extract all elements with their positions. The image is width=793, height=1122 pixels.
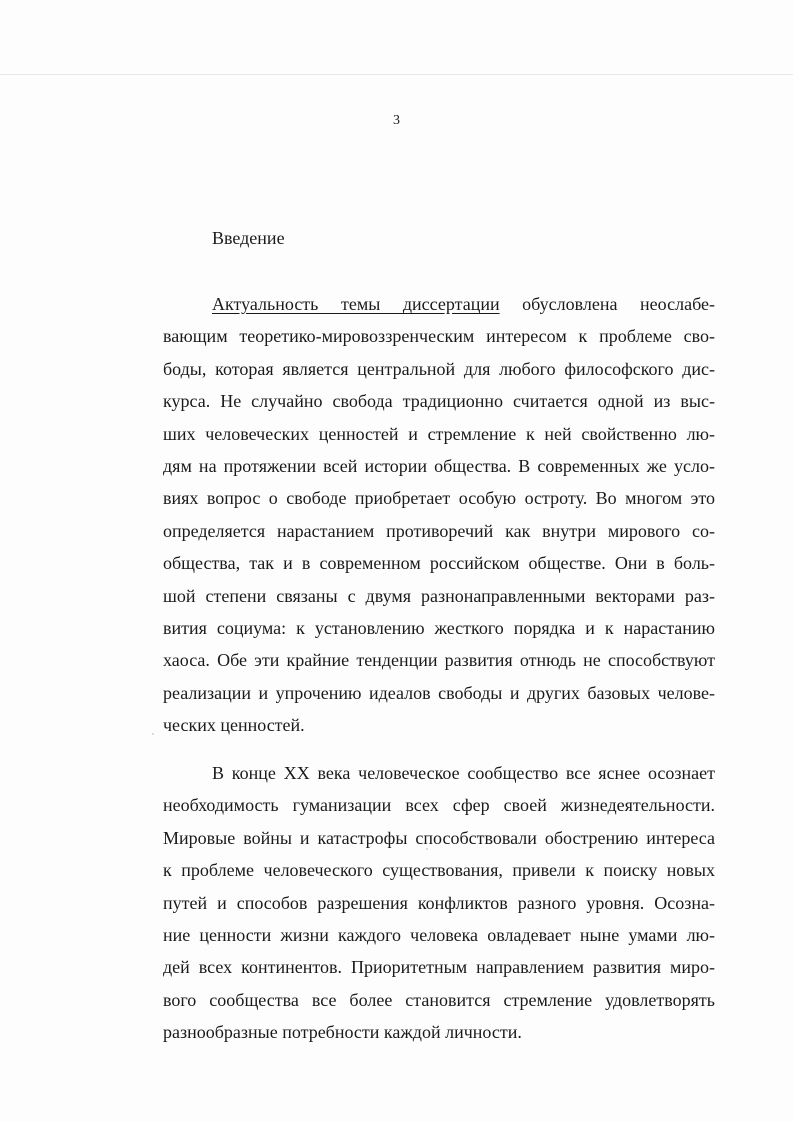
paragraph-line: курса. Не случайно свобода традиционно считается одной из выс-	[163, 391, 715, 412]
paragraph-relevance	[163, 288, 715, 742]
paragraph-line: хаоса. Обе эти крайние тенденции развития отнюдь не способствуют	[163, 650, 715, 671]
paragraph-line	[163, 288, 715, 320]
paragraph-line: путей и способов разрешения конфликтов разного уровня. Осозна-	[163, 892, 715, 913]
paragraph-line: разнообразные потребности каждой личности.	[163, 1022, 522, 1043]
paragraph-line: боды, которая является центральной для любого философского дис-	[163, 358, 715, 379]
paragraph-line: дей всех континентов. Приоритетным направлением развития миро-	[163, 957, 715, 978]
paragraph-line: шой степени связаны с двумя разнонаправленными векторами раз-	[163, 585, 715, 606]
paragraph-line: реализации и упрочению идеалов свободы и других базовых челове-	[163, 682, 715, 703]
paragraph-line: общества, так и в современном российском обществе. Они в боль-	[163, 553, 715, 574]
underlined-lead-phrase: Актуальность темы диссертации	[212, 294, 500, 314]
paragraph-line: к проблеме человеческого существования, привели к поиску новых	[163, 860, 715, 881]
paragraph-line: Мировые войны и катастрофы способствовали обострению интереса	[163, 827, 715, 848]
scan-page-edge	[0, 74, 793, 75]
page-number: 3	[393, 113, 400, 128]
paragraph-line: вающим теоретико-мировоззренческим интересом к проблеме сво-	[163, 326, 715, 347]
paragraph-line: необходимость гуманизации всех сфер своей жизнедеятельности.	[163, 795, 715, 816]
paragraph-line: В конце XX века человеческое сообщество все яснее осознает	[212, 763, 715, 783]
scan-speck	[426, 848, 428, 850]
paragraph-line: ческих ценностей.	[163, 715, 305, 736]
paragraph-line: дям на протяжении всей истории общества. В современных же усло-	[163, 456, 715, 477]
paragraph-line: ших человеческих ценностей и стремление к ней свойственно лю-	[163, 423, 715, 444]
paragraph-line: ние ценности жизни каждого человека овладевает ныне умами лю-	[163, 925, 715, 946]
scan-speck	[152, 733, 154, 735]
section-heading: Введение	[212, 228, 285, 248]
paragraph-line-text: обусловлена неослабе-	[499, 294, 715, 314]
paragraph-humanization	[163, 757, 715, 1049]
paragraph-line: виях вопрос о свободе приобретает особую остроту. Во многом это	[163, 488, 715, 509]
paragraph-line: вого сообщества все более становится стремление удовлетворять	[163, 989, 715, 1010]
paragraph-line: определяется нарастанием противоречий как внутри мирового со-	[163, 520, 715, 541]
paragraph-line: вития социума: к установлению жесткого порядка и к нарастанию	[163, 618, 715, 639]
